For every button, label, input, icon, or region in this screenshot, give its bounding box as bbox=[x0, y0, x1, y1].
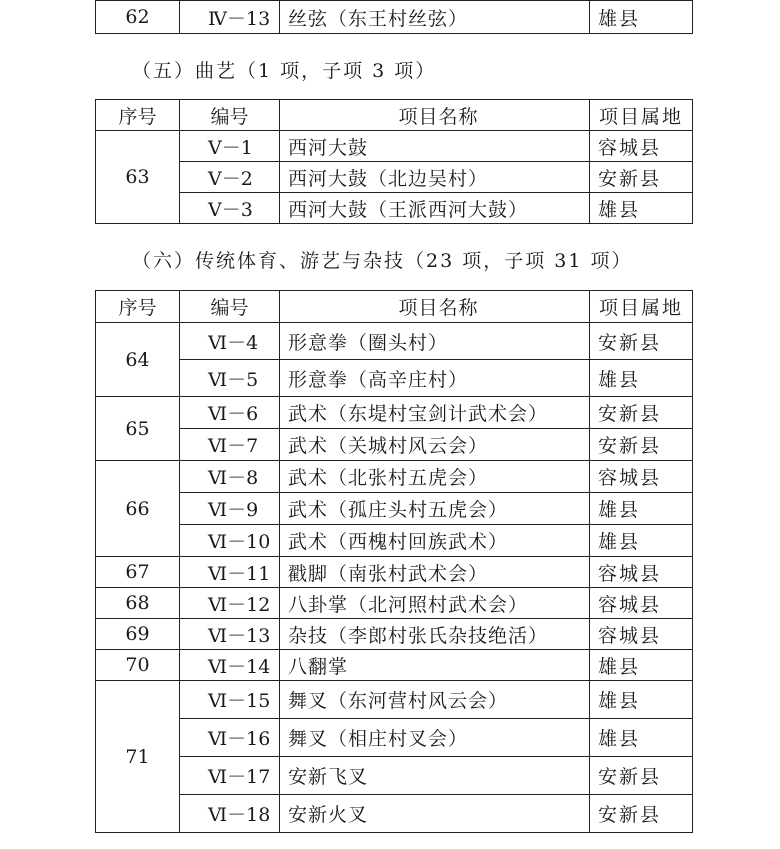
place-cell: 容城县 bbox=[590, 557, 693, 588]
name-cell: 西河大鼓（北边吴村） bbox=[280, 162, 590, 193]
place-cell: 雄县 bbox=[590, 719, 693, 757]
continued-table bbox=[95, 0, 693, 34]
table-row bbox=[96, 360, 693, 397]
place-cell: 安新县 bbox=[590, 757, 693, 795]
place-cell: 容城县 bbox=[590, 588, 693, 619]
table-row bbox=[96, 429, 693, 461]
name-cell: 安新飞叉 bbox=[280, 757, 590, 795]
place-cell: 容城县 bbox=[590, 131, 693, 162]
code-cell: Ⅵ－15 bbox=[180, 681, 280, 719]
place-cell: 容城县 bbox=[590, 461, 693, 493]
code-cell: Ⅵ－7 bbox=[180, 429, 280, 461]
name-cell: 杂技（李郎村张氏杂技绝活） bbox=[280, 619, 590, 650]
sports-table bbox=[95, 290, 693, 833]
code-cell: Ⅵ－13 bbox=[180, 619, 280, 650]
name-cell: 八翻掌 bbox=[280, 650, 590, 681]
header-place: 项目属地 bbox=[590, 100, 693, 131]
name-cell: 舞叉（相庄村叉会） bbox=[280, 719, 590, 757]
seq-cell: 68 bbox=[96, 588, 180, 619]
name-cell: 西河大鼓 bbox=[280, 131, 590, 162]
code-cell: Ⅵ－16 bbox=[180, 719, 280, 757]
table-header-row bbox=[96, 291, 693, 323]
code-cell: Ⅵ－18 bbox=[180, 795, 280, 833]
name-cell: 八卦掌（北河照村武术会） bbox=[280, 588, 590, 619]
section-title-quyi: （五）曲艺（1 项，子项 3 项） bbox=[132, 60, 437, 82]
table-header-row bbox=[96, 100, 693, 131]
name-cell: 形意拳（高辛庄村） bbox=[280, 360, 590, 397]
table-row bbox=[96, 650, 693, 681]
table-row bbox=[96, 588, 693, 619]
header-name: 项目名称 bbox=[280, 100, 590, 131]
table-row bbox=[96, 131, 693, 162]
table-row bbox=[96, 1, 693, 34]
seq-cell: 64 bbox=[96, 323, 180, 397]
name-cell: 形意拳（圈头村） bbox=[280, 323, 590, 360]
place-cell: 雄县 bbox=[590, 493, 693, 525]
table-row bbox=[96, 493, 693, 525]
table-row bbox=[96, 323, 693, 360]
place-cell: 雄县 bbox=[590, 650, 693, 681]
table-row bbox=[96, 193, 693, 224]
table-row bbox=[96, 719, 693, 757]
header-seq: 序号 bbox=[96, 100, 180, 131]
code-cell: Ⅵ－14 bbox=[180, 650, 280, 681]
name-cell: 西河大鼓（王派西河大鼓） bbox=[280, 193, 590, 224]
code-cell: Ⅴ－2 bbox=[180, 162, 280, 193]
table-row bbox=[96, 525, 693, 557]
header-code: 编号 bbox=[180, 291, 280, 323]
seq-cell: 67 bbox=[96, 557, 180, 588]
code-cell: Ⅵ－5 bbox=[180, 360, 280, 397]
name-cell: 戳脚（南张村武术会） bbox=[280, 557, 590, 588]
name-cell: 武术（西槐村回族武术） bbox=[280, 525, 590, 557]
header-name: 项目名称 bbox=[280, 291, 590, 323]
table-row bbox=[96, 162, 693, 193]
seq-cell: 70 bbox=[96, 650, 180, 681]
name-cell: 安新火叉 bbox=[280, 795, 590, 833]
seq-cell: 66 bbox=[96, 461, 180, 557]
place-cell: 雄县 bbox=[590, 360, 693, 397]
seq-cell: 71 bbox=[96, 681, 180, 833]
code-cell: Ⅵ－4 bbox=[180, 323, 280, 360]
code-cell: Ⅴ－1 bbox=[180, 131, 280, 162]
name-cell: 武术（东堤村宝剑计武术会） bbox=[280, 397, 590, 429]
name-cell: 武术（孤庄头村五虎会） bbox=[280, 493, 590, 525]
name-cell: 舞叉（东河营村风云会） bbox=[280, 681, 590, 719]
table-row bbox=[96, 619, 693, 650]
place-cell: 安新县 bbox=[590, 323, 693, 360]
table-row bbox=[96, 681, 693, 719]
code-cell: Ⅵ－6 bbox=[180, 397, 280, 429]
name-cell: 武术（北张村五虎会） bbox=[280, 461, 590, 493]
code-cell: Ⅳ－13 bbox=[180, 1, 280, 34]
code-cell: Ⅵ－11 bbox=[180, 557, 280, 588]
name-cell: 丝弦（东王村丝弦） bbox=[280, 1, 590, 34]
place-cell: 安新县 bbox=[590, 397, 693, 429]
code-cell: Ⅵ－10 bbox=[180, 525, 280, 557]
code-cell: Ⅵ－17 bbox=[180, 757, 280, 795]
place-cell: 容城县 bbox=[590, 619, 693, 650]
section-title-sports: （六）传统体育、游艺与杂技（23 项，子项 31 项） bbox=[132, 250, 633, 272]
table-row bbox=[96, 557, 693, 588]
code-cell: Ⅵ－9 bbox=[180, 493, 280, 525]
code-cell: Ⅴ－3 bbox=[180, 193, 280, 224]
place-cell: 雄县 bbox=[590, 525, 693, 557]
place-cell: 雄县 bbox=[590, 1, 693, 34]
table-row bbox=[96, 397, 693, 429]
place-cell: 安新县 bbox=[590, 162, 693, 193]
quyi-table bbox=[95, 99, 693, 224]
seq-cell: 69 bbox=[96, 619, 180, 650]
table-row bbox=[96, 461, 693, 493]
seq-cell: 63 bbox=[96, 131, 180, 224]
table-row bbox=[96, 757, 693, 795]
header-place: 项目属地 bbox=[590, 291, 693, 323]
place-cell: 雄县 bbox=[590, 193, 693, 224]
header-code: 编号 bbox=[180, 100, 280, 131]
code-cell: Ⅵ－12 bbox=[180, 588, 280, 619]
seq-cell: 62 bbox=[96, 1, 180, 34]
place-cell: 安新县 bbox=[590, 795, 693, 833]
seq-cell: 65 bbox=[96, 397, 180, 461]
header-seq: 序号 bbox=[96, 291, 180, 323]
name-cell: 武术（关城村风云会） bbox=[280, 429, 590, 461]
place-cell: 安新县 bbox=[590, 429, 693, 461]
place-cell: 雄县 bbox=[590, 681, 693, 719]
code-cell: Ⅵ－8 bbox=[180, 461, 280, 493]
table-row bbox=[96, 795, 693, 833]
